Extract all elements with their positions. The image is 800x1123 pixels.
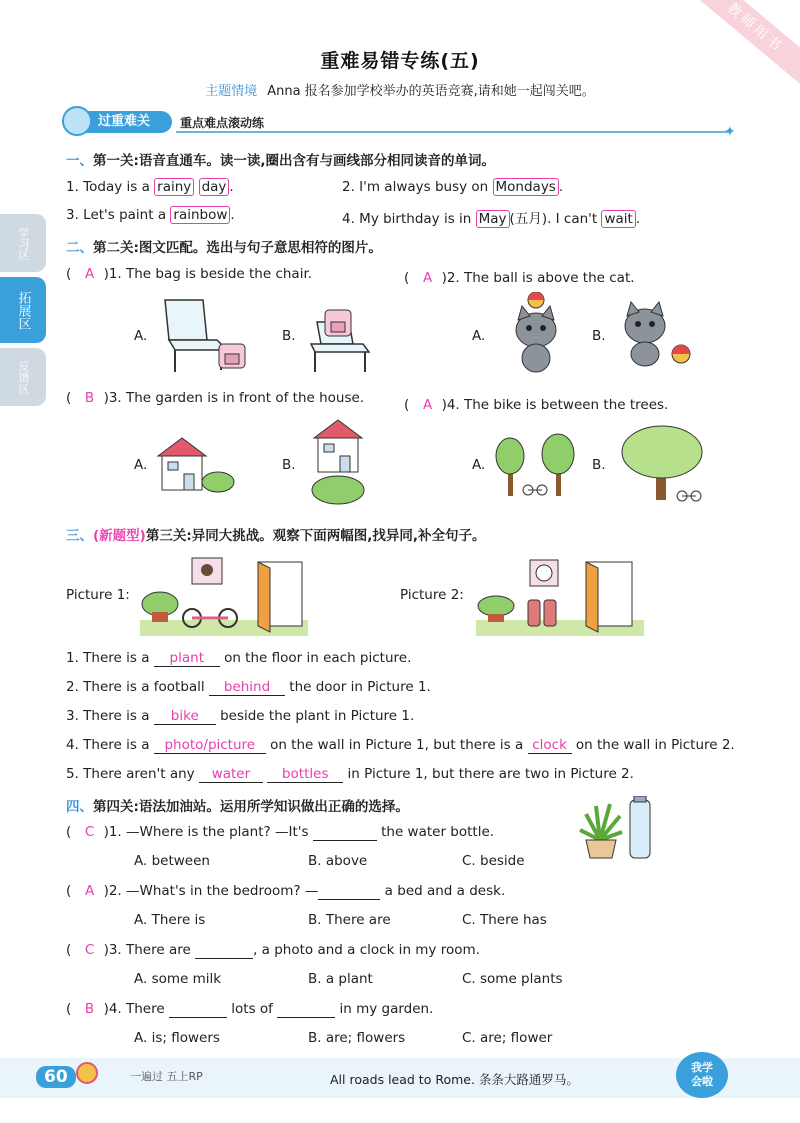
grammar-q3: ( C )3. There are , a photo and a clock in my room.	[66, 942, 480, 958]
cat-ball-image-a	[504, 292, 568, 376]
option-a-label: A.	[134, 457, 148, 473]
option-b-label: B.	[592, 457, 606, 473]
compare-line-2: 2. There is a football behind the door in Picture 1.	[66, 679, 431, 695]
match-q3: ( B )3. The garden is in front of the house.	[66, 390, 365, 406]
match-q4: ( A )4. The bike is between the trees.	[404, 397, 669, 413]
section3-heading: 三、(新题型)第三关:异同大挑战。观察下面两幅图,找异同,补全句子。	[66, 528, 486, 544]
teacher-book-tag: 教师用书	[689, 0, 800, 87]
compare-line-1: 1. There is a plant on the floor in each picture.	[66, 650, 412, 666]
option-b[interactable]: B. There are	[308, 912, 391, 928]
section-badge: 过重难关	[64, 111, 172, 133]
option-a[interactable]: A. There is	[134, 912, 206, 928]
phonics-q1: 1. Today is a rainy day .	[66, 179, 234, 195]
theme-label: 主题情境	[205, 84, 258, 99]
chair-bag-image-b	[305, 296, 385, 374]
star-icon: ✦	[724, 124, 736, 140]
option-b[interactable]: B. a plant	[308, 971, 373, 987]
chair-bag-image-a	[155, 296, 255, 374]
compare-line-3: 3. There is a bike beside the plant in Picture 1.	[66, 708, 415, 724]
phonics-q4: 4. My birthday is in May (五月). I can't wait .	[342, 211, 641, 227]
theme-text: Anna 报名参加学校举办的英语竞赛,请和她一起闯关吧。	[267, 84, 595, 99]
option-b-label: B.	[282, 328, 296, 344]
picture1-label: Picture 1:	[66, 587, 130, 603]
grammar-q1: ( C )1. —Where is the plant? —It's the water bottle.	[66, 824, 495, 840]
option-a-label: A.	[472, 328, 486, 344]
option-b[interactable]: B. are; flowers	[308, 1030, 406, 1046]
option-a[interactable]: A. is; flowers	[134, 1030, 220, 1046]
phonics-q3: 3. Let's paint a rainbow .	[66, 207, 235, 223]
grammar-q4: ( B )4. There lots of in my garden.	[66, 1001, 434, 1017]
option-a-label: A.	[472, 457, 486, 473]
section4-heading: 四、第四关:语法加油站。运用所学知识做出正确的选择。	[66, 799, 409, 815]
phonics-q2: 2. I'm always busy on Mondays .	[342, 179, 564, 195]
footer-motto: All roads lead to Rome. 条条大路通罗马。	[330, 1072, 579, 1087]
page-number: 60	[36, 1066, 76, 1088]
divider	[176, 131, 728, 133]
side-tab-study[interactable]: 学习区	[0, 214, 46, 272]
match-q2: ( A )2. The ball is above the cat.	[404, 270, 635, 286]
mascot-icon	[76, 1062, 98, 1084]
section2-heading: 二、第二关:图文匹配。选出与句子意思相符的图片。	[66, 240, 382, 256]
section-subtitle: 重点难点滚动练	[180, 116, 265, 130]
done-stamp[interactable]: 我学 会啦	[676, 1052, 728, 1098]
option-c[interactable]: C. some plants	[462, 971, 563, 987]
picture1-scene	[140, 556, 308, 636]
option-a[interactable]: A. some milk	[134, 971, 222, 987]
picture2-scene	[476, 556, 644, 636]
house-garden-image-a	[156, 434, 236, 494]
trees-bike-image-a	[494, 432, 578, 500]
option-b-label: B.	[592, 328, 606, 344]
compare-line-4: 4. There is a photo/picture on the wall in Picture 1, but there is a clock on the wall in Picture 2.	[66, 737, 735, 753]
match-q1: ( A )1. The bag is beside the chair.	[66, 266, 313, 282]
option-a[interactable]: A. between	[134, 853, 210, 869]
cat-ball-image-b	[615, 300, 695, 368]
option-c[interactable]: C. There has	[462, 912, 547, 928]
side-tab-feedback[interactable]: 反馈区	[0, 348, 46, 406]
section1-heading: 一、第一关:语音直通车。读一读,圈出含有与画线部分相同读音的单词。	[66, 153, 496, 169]
option-c[interactable]: C. are; flower	[462, 1030, 553, 1046]
picture2-label: Picture 2:	[400, 587, 464, 603]
plant-bottle-image	[576, 796, 660, 862]
grammar-q2: ( A )2. —What's in the bedroom? — a bed and a desk.	[66, 883, 506, 899]
option-b-label: B.	[282, 457, 296, 473]
house-garden-image-b	[310, 418, 370, 508]
mascot-icon	[62, 106, 92, 136]
compare-line-5: 5. There aren't any water bottles in Picture 1, but there are two in Picture 2.	[66, 766, 634, 782]
theme-line	[0, 80, 800, 99]
option-a-label: A.	[134, 328, 148, 344]
option-b[interactable]: B. above	[308, 853, 368, 869]
trees-bike-image-b	[620, 424, 712, 504]
page-title: 重难易错专练(五)	[320, 50, 480, 72]
side-tab-extend[interactable]: 拓展区	[0, 277, 46, 343]
option-c[interactable]: C. beside	[462, 853, 525, 869]
book-name: 一遍过 五上RP	[130, 1070, 203, 1083]
